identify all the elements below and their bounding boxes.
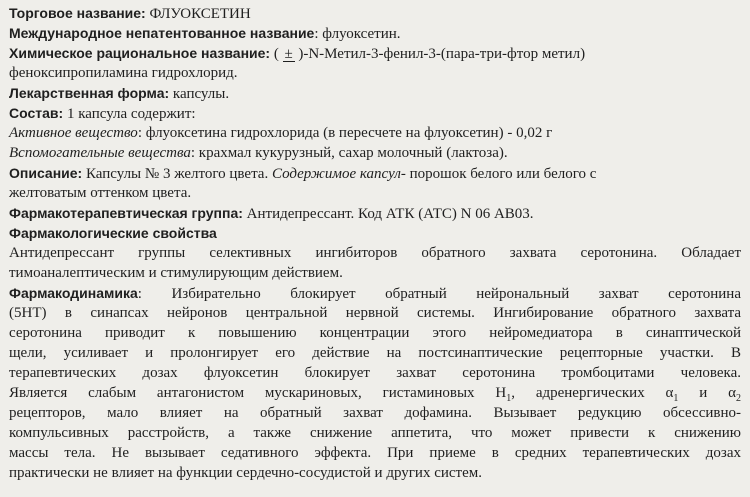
chemical-name-suffix: )-N-Метил-3-фенил-3-(пара-три-фтор метил) — [294, 46, 586, 62]
active-substance-line — [9, 124, 552, 143]
description-continuation — [9, 184, 191, 203]
trade-name-line — [9, 4, 251, 24]
pharmacodynamics-text-5: терапевтических дозах флуоксетин блокирует захват серотонина тромбоцитами человека. — [9, 365, 741, 381]
composition-line — [9, 104, 196, 124]
pharmacological-properties-heading — [9, 224, 217, 244]
pharmacodynamics-line-9 — [9, 444, 741, 463]
description-value: Капсулы № 3 желтого цвета. — [82, 166, 272, 182]
capsule-content-label: Содержимое капсул — [271, 166, 401, 182]
antidepressant-description-continuation — [9, 264, 343, 283]
dosage-form-label: Лекарственная форма: — [9, 85, 170, 101]
antidepressant-description-line — [9, 244, 741, 263]
pharmacodynamics-line-5 — [9, 364, 741, 383]
description-continuation-text: желтоватым оттенком цвета. — [9, 185, 192, 201]
receptor-antagonist-part-2: , адренергических α — [511, 385, 674, 401]
description-line — [9, 164, 596, 184]
composition-value: 1 капсула содержит: — [63, 106, 196, 122]
trade-name-label: Торговое название: — [9, 5, 146, 21]
excipients-line — [9, 144, 508, 163]
international-name-value: : флуоксетин. — [314, 26, 401, 42]
pharmacodynamics-line-8 — [9, 424, 741, 443]
chemical-name-continuation — [9, 64, 238, 83]
pharmacodynamics-text-2: (5HT) в синапсах нейронов центральной нервной системы. Ингибирование обратного захвата — [9, 305, 741, 321]
pharmacodynamics-text-3: серотонина приводит к повышению концентрации этого нейромедиатора в синаптической — [9, 325, 741, 341]
alpha-two-subscript: 2 — [736, 393, 741, 404]
chemical-name-line — [9, 44, 585, 64]
trade-name-value: ФЛУОКСЕТИН — [145, 6, 251, 22]
pharmacotherapeutic-group-label: Фармакотерапевтическая группа: — [9, 205, 243, 221]
pharmacodynamics-line-4 — [9, 344, 741, 363]
chemical-name-prefix: ( — [270, 46, 283, 62]
pharmacodynamics-line-7 — [9, 404, 741, 423]
pharmacodynamics-text-4: щели, усиливает и пролонгирует его действие на постсинаптические рецепторные участки. В — [9, 345, 741, 361]
composition-label: Состав: — [9, 105, 64, 121]
receptor-antagonist-line — [9, 384, 741, 403]
pharmacodynamics-text-9: массы тела. Не вызывает седативного эффекта. При приеме в средних терапевтических дозах — [9, 445, 741, 461]
active-substance-label: Активное вещество — [9, 125, 138, 141]
receptor-antagonist-part-1: Является слабым антагонистом мускариновых, гистаминовых H — [9, 385, 507, 401]
pharmacodynamics-line — [9, 284, 741, 304]
antidepressant-description-continuation-text: тимоаналептическим и стимулирующим действием. — [9, 265, 343, 281]
pharmacotherapeutic-group-value: Антидепрессант. Код АТК (АТС) N 06 АВ03. — [242, 206, 534, 222]
international-name-line — [9, 24, 401, 44]
pharmacodynamics-line-3 — [9, 324, 741, 343]
alpha-one-subscript: 1 — [673, 393, 679, 404]
pharmacodynamics-text-8: компульсивных расстройств, а также снижение аппетита, что может привести к снижению — [9, 425, 741, 441]
pharmacodynamics-label: Фармакодинамика — [9, 285, 138, 301]
chemical-name-continuation-text: феноксипропиламина гидрохлорид. — [9, 65, 238, 81]
pharmacodynamics-line-10 — [9, 464, 482, 483]
pharmacodynamics-text-7: рецепторов, мало влияет на обратный захват дофамина. Вызывает редукцию обсессивно- — [9, 405, 741, 421]
excipients-label: Вспомогательные вещества — [9, 145, 191, 161]
pharmacodynamics-text-10: практически не влияет на функции сердечно-сосудистой и других систем. — [9, 465, 482, 481]
active-substance-value: : флуоксетина гидрохлорида (в пересчете на флуоксетин) - 0,02 г — [137, 125, 553, 141]
plus-minus-symbol: ± — [284, 46, 293, 62]
dosage-form-value: капсулы. — [169, 86, 230, 102]
international-name-label: Международное непатентованное название — [9, 25, 315, 41]
pharmacotherapeutic-group-line — [9, 204, 534, 224]
pharmacological-properties-title: Фармакологические свойства — [9, 225, 217, 241]
excipients-value: : крахмал кукурузный, сахар молочный (лактоза). — [190, 145, 508, 161]
receptor-antagonist-part-3: и α — [678, 385, 736, 401]
description-label: Описание: — [9, 165, 83, 181]
histamine-subscript: 1 — [506, 393, 512, 404]
dosage-form-line — [9, 84, 229, 104]
chemical-name-label: Химическое рациональное название: — [9, 45, 271, 61]
description-tail: - порошок белого или белого с — [400, 166, 597, 182]
antidepressant-description-text: Антидепрессант группы селективных ингибиторов обратного захвата серотонина. Обладает — [9, 245, 741, 261]
pharmacodynamics-value: : Избирательно блокирует обратный нейрональный захват серотонина — [137, 286, 741, 302]
pharmacodynamics-line-2 — [9, 304, 741, 323]
